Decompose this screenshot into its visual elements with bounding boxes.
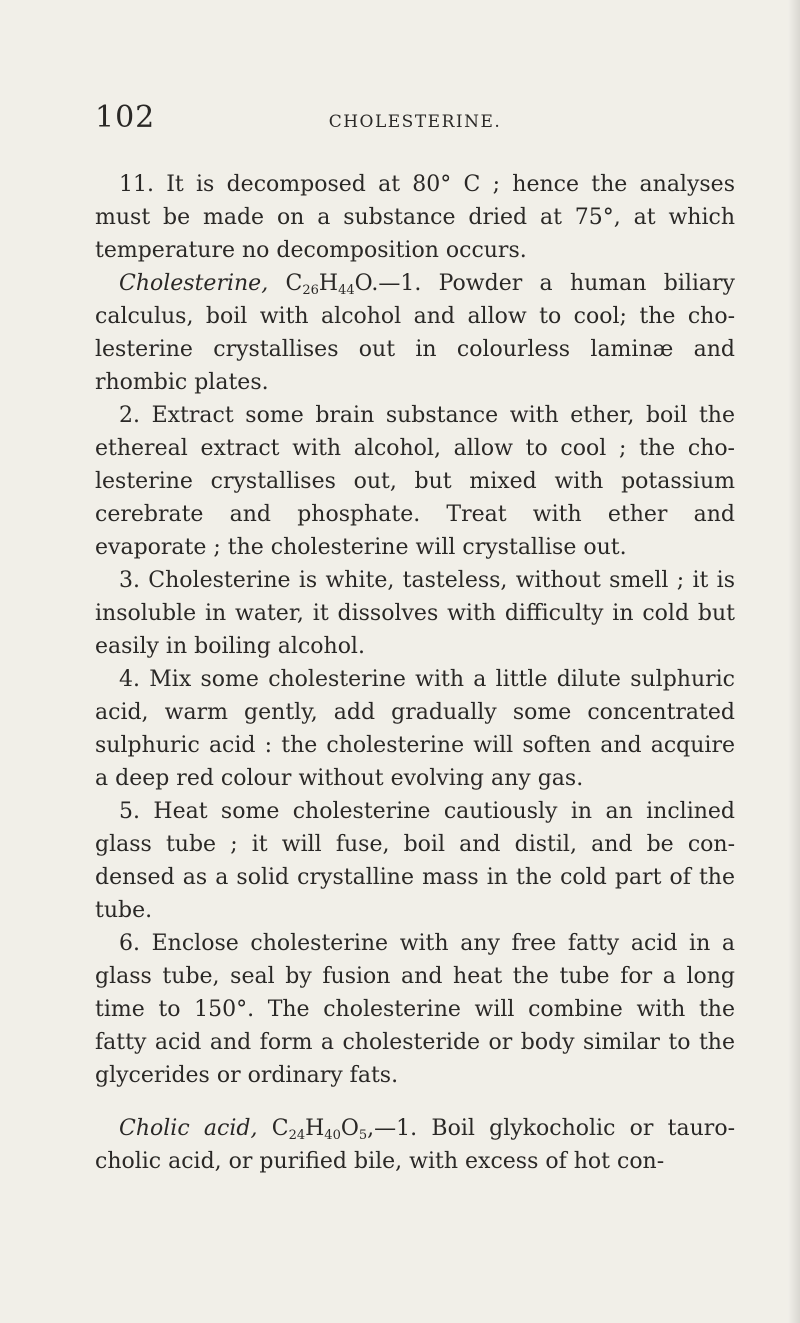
body-text <box>95 168 735 1178</box>
paragraph-cholesterine <box>95 267 735 399</box>
formula-h-count: 44 <box>338 283 355 298</box>
page-number: 102 <box>95 100 156 135</box>
formula-h-count: 40 <box>324 1128 341 1143</box>
formula-h: H <box>318 271 339 296</box>
paragraph-cholic-acid-text: ,—1. Boil glykocholic or tauro-cholic acid, or purified bile, with excess of hot con- <box>95 1116 736 1174</box>
formula-o: O <box>340 1116 359 1141</box>
page-header <box>95 100 735 140</box>
paragraph-cholesterine-text: .—1. Powder a human biliary calculus, boil with alcohol and allow to cool; the cho-lesterine crystallises out in colourless laminæ and rhombic plates. <box>95 271 735 395</box>
formula-c-count: 24 <box>288 1128 306 1143</box>
paragraph-step-2: 2. Extract some brain substance with ether, boil the ethereal extract with alcohol, allow to cool ; the cho-lesterine crystallises out, but mixed with potassium cerebrate and phosphate. Treat with ether and evaporate ; the cholesterine will crystallise out. <box>95 403 735 560</box>
formula-c: C <box>271 1116 289 1141</box>
term-cholic-acid: Cholic acid, <box>119 1116 258 1141</box>
paragraph-step-4: 4. Mix some cholesterine with a little dilute sulphuric acid, warm gently, add gradually some concentrated sulphuric acid : the cholesterine will soften and acquire a deep red colour without evolving any gas. <box>95 667 735 791</box>
term-cholesterine: Cholesterine, <box>119 271 269 296</box>
paragraph-decomposition: 11. It is decomposed at 80° C ; hence the analyses must be made on a substance dried at 75°, at which temperature no decomposition occurs. <box>95 172 735 263</box>
formula-h: H <box>305 1116 325 1141</box>
formula-o-count: 5 <box>358 1128 368 1143</box>
paragraph-step-6: 6. Enclose cholesterine with any free fatty acid in a glass tube, seal by fusion and heat the tube for a long time to 150°. The cholesterine will combine with the fatty acid and form a cholesteride or body similar to the glycerides or ordinary fats. <box>95 931 735 1088</box>
formula-o: O <box>354 271 372 296</box>
paragraph-step-3: 3. Cholesterine is white, tasteless, without smell ; it is insoluble in water, it dissolves with difficulty in cold but easily in boiling alcohol. <box>95 568 735 659</box>
running-head: CHOLESTERINE. <box>328 112 502 132</box>
paragraph-cholic-acid <box>95 1112 735 1178</box>
formula-c-count: 26 <box>302 283 319 298</box>
formula-c: C <box>285 271 303 296</box>
paragraph-step-5: 5. Heat some cholesterine cautiously in an inclined glass tube ; it will fuse, boil and distil, and be con-densed as a solid crystalline mass in the cold part of the tube. <box>95 799 735 923</box>
page-edge-shadow <box>788 0 800 1323</box>
